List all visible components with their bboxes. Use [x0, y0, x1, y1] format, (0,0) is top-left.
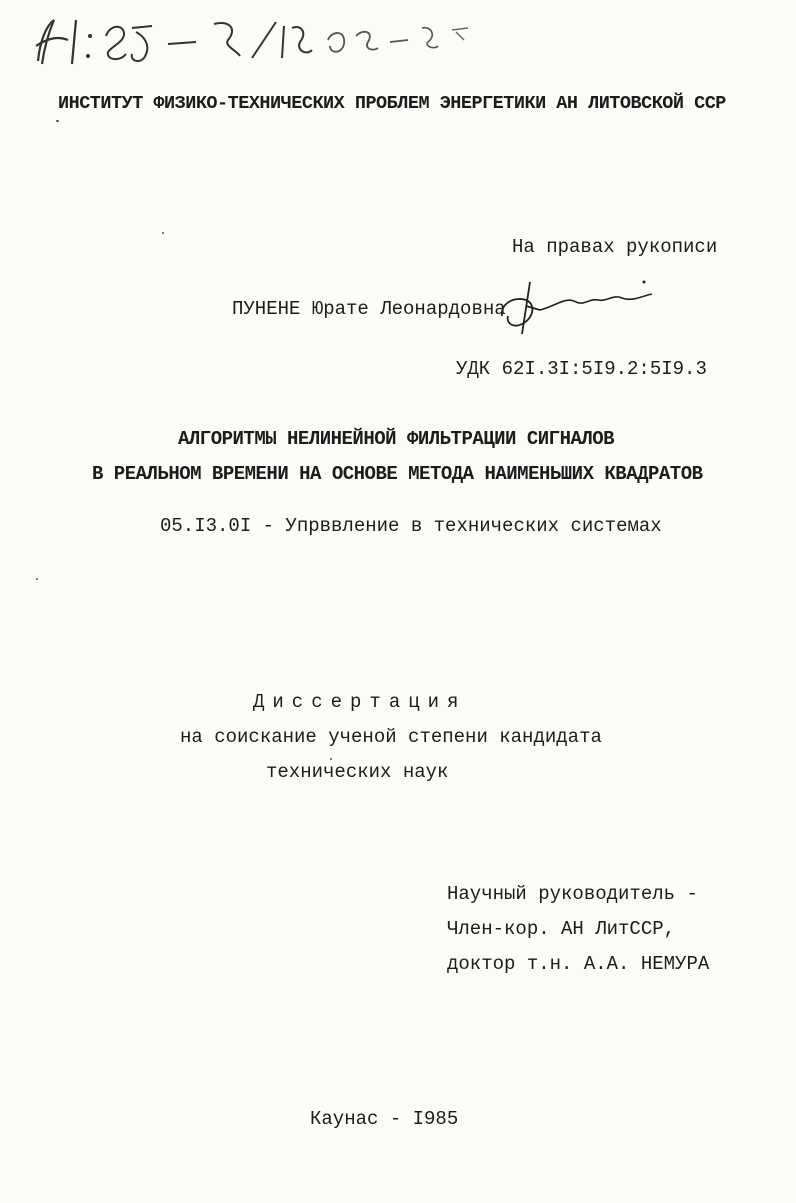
handwritten-catalog-note [28, 6, 498, 76]
manuscript-rights-note: На правах рукописи [512, 236, 718, 258]
supervisor-name: доктор т.н. А.А. НЕМУРА [447, 953, 710, 975]
institute-name: ИНСТИТУТ ФИЗИКО-ТЕХНИЧЕСКИХ ПРОБЛЕМ ЭНЕРГЕТИКИ АН ЛИТОВСКОЙ ССР [58, 93, 726, 114]
degree-line-2: технических наук [266, 761, 449, 783]
udc-code: УДК 62I.3I:5I9.2:5I9.3 [456, 358, 707, 380]
supervisor-rank: Член-кор. АН ЛитССР, [447, 918, 676, 940]
author-signature [496, 276, 666, 338]
supervisor-title: Научный руководитель - [447, 883, 698, 905]
thesis-title-line-2: В РЕАЛЬНОМ ВРЕМЕНИ НА ОСНОВЕ МЕТОДА НАИМЕНЬШИХ КВАДРАТОВ [92, 463, 703, 485]
paper-speck [162, 232, 164, 234]
degree-line-1: на соискание ученой степени кандидата [180, 726, 602, 748]
specialty-code: 05.I3.0I - Упрввление в технических системах [160, 515, 662, 537]
city-year: Каунас - I985 [310, 1108, 459, 1130]
thesis-title-line-1: АЛГОРИТМЫ НЕЛИНЕЙНОЙ ФИЛЬТРАЦИИ СИГНАЛОВ [178, 428, 615, 450]
paper-speck [36, 578, 38, 580]
paper-speck [330, 758, 332, 760]
dissertation-heading: Диссертация [253, 691, 467, 713]
paper-speck [56, 120, 59, 122]
author-name: ПУНЕНЕ Юрате Леонардовна [232, 298, 506, 320]
